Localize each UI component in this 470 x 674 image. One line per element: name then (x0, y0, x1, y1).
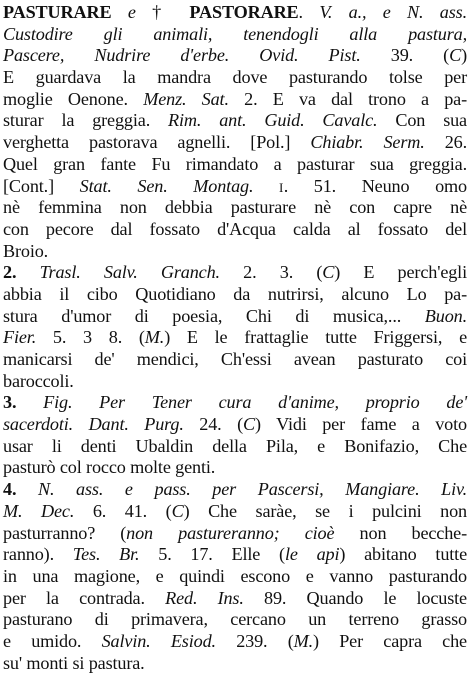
entry-line (3, 262, 467, 284)
entry-text (253, 176, 279, 196)
entry-text (16, 262, 39, 282)
entry-text: 2. 3. ( (219, 262, 323, 283)
entry-line (3, 349, 467, 371)
entry-line (3, 436, 467, 458)
entry-line (3, 176, 467, 198)
entry-text: 39. ( (360, 45, 450, 66)
italic-text: Custodire gli animali, tenendogli alla pastura, (3, 23, 467, 44)
entry-text: ) E le frattaglie tutte Friggersi, e (164, 327, 467, 348)
entry-text: ) Vidi per fame a voto (254, 414, 467, 435)
italic-text: C (171, 500, 184, 521)
entry-line (3, 392, 467, 414)
italic-text: Fier. (3, 327, 37, 348)
entry-line (3, 132, 467, 154)
entry-line (3, 523, 467, 545)
entry-text: † (135, 2, 190, 22)
entry-text: ) E perch'egli (334, 262, 467, 283)
italic-text: M. (293, 630, 314, 651)
entry-text: Quel gran fante Fu rimandato a pasturar sua greggia. (3, 153, 467, 174)
entry-text: pasturano di primavera, cercano un terreno grasso (3, 609, 467, 630)
italic-text: M. Dec. (3, 500, 75, 521)
italic-text: cioè (304, 522, 335, 543)
italic-text: Tes. Br. (72, 544, 140, 565)
entry-text: usar li denti Ubaldin della Pila, e Bonifazio, Che (3, 435, 467, 456)
entry-text (16, 479, 38, 499)
entry-text: 26. (424, 132, 467, 153)
entry-text: 5. 17. Elle ( (139, 544, 285, 565)
entry-line (3, 67, 467, 89)
entry-line (3, 457, 467, 479)
entry-text: [Cont.] (3, 175, 80, 196)
entry-line (3, 2, 467, 24)
entry-line (3, 588, 467, 610)
entry-text: 6. 41. ( (74, 500, 172, 521)
entry-line (3, 501, 467, 523)
entry-text: 239. ( (215, 630, 294, 651)
italic-text: sacerdoti. Dant. Purg. (3, 414, 184, 435)
entry-line (3, 544, 467, 566)
entry-text: i (279, 175, 284, 196)
entry-text: E guardava la mandra dove pasturando tolse per (3, 67, 467, 88)
entry-line (3, 414, 467, 436)
entry-text: ) (461, 45, 467, 66)
headword-text: PASTURARE (3, 2, 112, 22)
entry-line (3, 197, 467, 219)
entry-text: e umido. (3, 630, 102, 651)
italic-text: Stat. Sen. Montag. (79, 175, 254, 196)
entry-text (111, 2, 127, 22)
entry-text: su' monti si pastura. (3, 652, 145, 673)
italic-text: e (127, 2, 136, 22)
italic-text: Fig. Per Tener cura d'anime, proprio de' (43, 392, 467, 413)
italic-text: Salvin. Esiod. (101, 630, 216, 651)
entry-text: 5. 3 8. ( (36, 327, 145, 348)
italic-text: Red. Ins. (165, 587, 244, 608)
entry-text (16, 392, 43, 412)
italic-text: N. ass. e pass. per Pascersi, Mangiare. Liv. (38, 479, 467, 500)
entry-text: in una magione, e quindi escono e vanno pasturando (3, 565, 467, 586)
italic-text: Chiabr. Serm. (310, 132, 425, 153)
entry-line (3, 653, 467, 674)
italic-text: Menz. Sat. (143, 88, 229, 109)
entry-text: pasturranno? ( (3, 522, 127, 543)
entry-text: ) abitano tutte (339, 544, 467, 565)
entry-text: 24. ( (183, 414, 243, 435)
italic-text: le api (284, 544, 340, 565)
entry-text: Con sua (377, 110, 467, 131)
italic-text: Buon. (424, 305, 467, 326)
headword-text: 3. (3, 392, 17, 413)
entry-text: manicarsi de' mendici, Ch'essi avean pasturato coi (3, 349, 467, 369)
italic-text: C (322, 262, 335, 283)
entry-text: Broio. (3, 240, 49, 261)
entry-line (3, 631, 467, 653)
entry-text: 89. Quando le locuste (243, 587, 467, 608)
italic-text: Rim. ant. Guid. Cavalc. (168, 110, 378, 131)
entry-line (3, 566, 467, 588)
entry-text: nè femmina non debbia pasturare nè con capre nè (3, 197, 467, 218)
italic-text: Pascere, Nudrire d'erbe. Ovid. Pist. (3, 45, 361, 66)
entry-line (3, 371, 467, 393)
entry-line (3, 219, 467, 241)
entry-text: per la contrada. (3, 587, 166, 608)
entry-text: stura d'umor di poesia, Chi di musica,... (3, 305, 425, 326)
entry-text: . 51. Neuno omo (283, 175, 467, 196)
entry-text: ) Per capra che (313, 630, 467, 651)
entry-text: ranno). (3, 544, 73, 565)
entry-line (3, 284, 467, 306)
entry-text: pasturò col rocco molte genti. (3, 457, 216, 478)
entry-text: abbia il cibo Quotidiano da nutrirsi, alcuno Lo pa- (3, 283, 467, 304)
entry-line (3, 327, 467, 349)
entry-line (3, 45, 467, 67)
headword-text: PASTORARE (189, 2, 299, 22)
entry-line (3, 241, 467, 263)
entry-line (3, 24, 467, 46)
entry-line (3, 110, 467, 132)
entry-text: con pecore dal fossato d'Acqua calda al fossato del (3, 218, 467, 239)
entry-line (3, 306, 467, 328)
entry-text: verghetta pastorava agnelli. [Pol.] (3, 132, 311, 153)
entry-line (3, 479, 467, 501)
headword-text: 2. (3, 262, 17, 283)
entry-text: non becche- (334, 522, 467, 543)
italic-text: C (449, 45, 462, 66)
entry-line (3, 89, 467, 111)
headword-text: 4. (3, 479, 17, 500)
entry-text: sturar la greggia. (3, 110, 169, 131)
entry-text (280, 523, 305, 543)
entry-text: ) Che saràe, se i pulcini non (183, 500, 467, 521)
italic-text: M. (144, 327, 165, 348)
entry-line (3, 154, 467, 176)
italic-text: C (243, 414, 255, 435)
italic-text: non pastureranno; (126, 522, 280, 543)
dictionary-entry (3, 2, 467, 674)
entry-text: 2. E va dal trono a pa- (228, 88, 467, 109)
italic-text: V. a., e N. ass. (319, 2, 467, 22)
italic-text: Trasl. Salv. Granch. (39, 262, 220, 283)
entry-text: . (298, 2, 320, 22)
entry-line (3, 609, 467, 631)
entry-text: baroccoli. (3, 370, 74, 391)
entry-text: moglie Oenone. (3, 88, 144, 109)
